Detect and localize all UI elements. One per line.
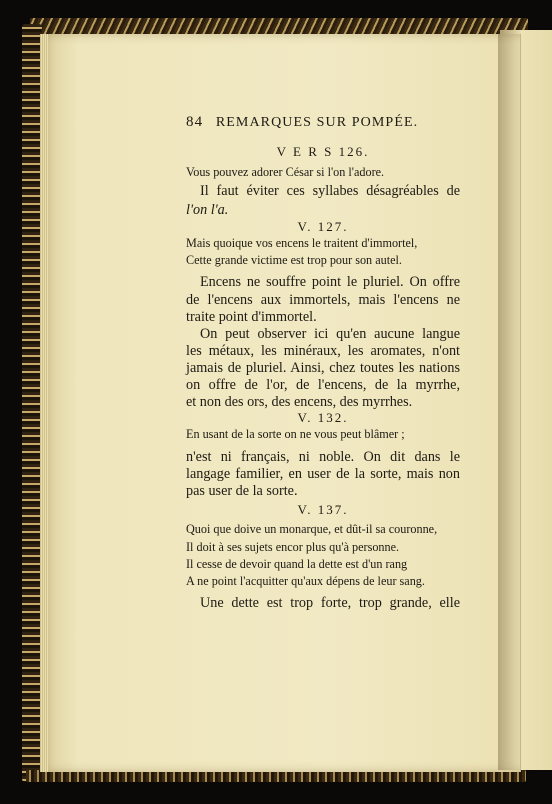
verse-heading-126: V E R S 126. [276, 144, 370, 159]
running-title: REMARQUES SUR POMPÉE. [215, 115, 419, 130]
verse-heading-127: V. 127. [297, 219, 349, 234]
remark-line: Il faut éviter ces syllabes désagréables de [200, 183, 460, 199]
remark-line: jamais de pluriel. Ainsi, chez toutes les nations [186, 360, 460, 376]
verse-quote-line: En usant de la sorte on ne vous peut blâmer ; [186, 427, 405, 441]
verse-quote-line: Quoi que doive un monarque, et dût-il sa couronne, [186, 522, 438, 536]
remark-line: Une dette est trop forte, trop grande, elle [200, 595, 460, 611]
remark-line: de l'encens aux immortels, mais l'encens ne [186, 292, 460, 308]
remark-line: traite point d'immortel. [186, 309, 317, 325]
verse-quote-line: Vous pouvez adorer César si l'on l'adore. [186, 165, 385, 179]
verse-quote-line: Il cesse de devoir quand la dette est d'un rang [186, 557, 408, 571]
remark-line: langage familier, en user de la sorte, mais non [186, 466, 460, 482]
page-stack-edges [40, 34, 48, 772]
remark-line: n'est ni français, ni noble. On dit dans le [186, 449, 460, 465]
remark-line: les métaux, les minéraux, les aromates, n'ont [186, 343, 460, 359]
remark-line: et non des ors, des encens, des myrrhes. [186, 394, 413, 410]
remark-line: Encens ne souffre point le pluriel. On offre [200, 274, 460, 290]
binding-spine-edge [22, 24, 42, 782]
verse-quote-line: Cette grande victime est trop pour son autel. [186, 253, 402, 267]
remark-line: pas user de la sorte. [186, 483, 298, 499]
verse-quote-line: Mais quoique vos encens le traitent d'immortel, [186, 236, 418, 250]
remark-line: On peut observer ici qu'en aucune langue [200, 326, 460, 342]
page-number: 84 [186, 114, 204, 130]
running-head [186, 114, 460, 134]
verse-heading-137: V. 137. [297, 502, 349, 517]
verse-quote-line: A ne point l'acquitter qu'aux dépens de leur sang. [186, 574, 425, 588]
verse-quote-line: Il doit à ses sujets encor plus qu'à personne. [186, 540, 400, 554]
remark-line: l'on l'a. [186, 202, 229, 218]
verse-heading-132: V. 132. [297, 410, 349, 425]
remark-line: on offre de l'or, de l'encens, de la myrrhe, [186, 377, 460, 393]
gutter-shadow [498, 30, 522, 770]
